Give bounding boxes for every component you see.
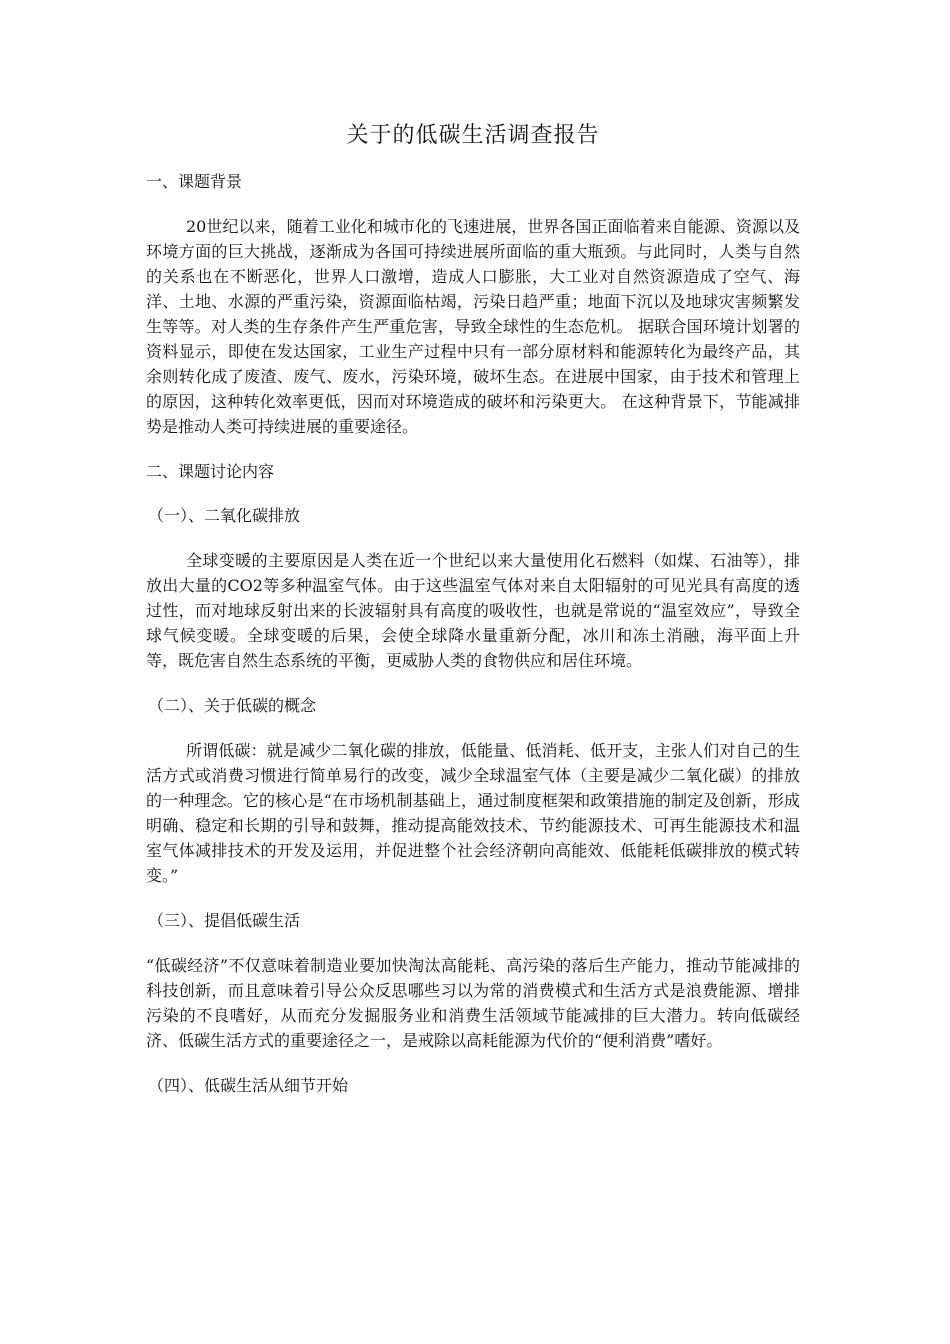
subsection-heading-low-carbon-concept: （二）、关于低碳的概念 [148, 696, 317, 715]
paragraph-advocate-low-carbon: “低碳经济”不仅意味着制造业要加快淘汰高能耗、高污染的落后生产能力，推动节能减排的科技创新，而且意味着引导公众反思哪些习以为常的消费模式和生活方式是浪费能源、增排污染的不良嗜好，从而充分发掘服务业和消费生活领域节能减排的巨大潜力。转向低碳经济、低碳生活方式的重要途径之一，是戒除以高耗能源为代价的“便利消费”嗜好。 [146, 956, 800, 1050]
subsection-heading-details: （四）、低碳生活从细节开始 [148, 1076, 349, 1095]
section-heading-background: 一、课题背景 [146, 172, 243, 191]
paragraph-co2: 全球变暖的主要原因是人类在近一个世纪以来大量使用化石燃料（如煤、石油等），排放出大量的CO2等多种温室气体。由于这些温室气体对来自太阳辐射的可见光具有高度的透过性，而对地球反射出来的长波辐射具有高度的吸收性，也就是常说的“温室效应”，导致全球气候变暖。全球变暖的后果，会使全球降水量重新分配，冰川和冻土消融，海平面上升等，既危害自然生态系统的平衡，更威胁人类的食物供应和居住环境。 [146, 551, 800, 670]
paragraph-background: 20世纪以来，随着工业化和城市化的飞速进展，世界各国正面临着来自能源、资源以及环境方面的巨大挑战，逐渐成为各国可持续进展所面临的重大瓶颈。与此同时，人类与自然的关系也在不断恶化，世界人口激增，造成人口膨胀，大工业对自然资源造成了空气、海洋、土地、水源的严重污染，资源面临枯竭，污染日趋严重；地面下沉以及地球灾害频繁发生等等。对人类的生存条件产生严重危害，导致全球性的生态危机。 据联合国环境计划署的资料显示，即使在发达国家，工业生产过程中只有一部分原材料和能源转化为最终产品，其余则转化成了废渣、废气、废水，污染环境，破坏生态。在进展中国家，由于技术和管理上的原因，这种转化效率更低，因而对环境造成的破坏和污染更大。 在这种背景下，节能减排势是推动人类可持续进展的重要途径。 [146, 217, 800, 436]
subsection-heading-advocate-low-carbon: （三）、提倡低碳生活 [148, 911, 301, 930]
document-title: 关于的低碳生活调查报告 [346, 123, 600, 148]
subsection-heading-co2: （一）、二氧化碳排放 [148, 506, 301, 525]
section-heading-research-content: 二、课题讨论内容 [146, 462, 275, 481]
paragraph-low-carbon-concept: 所谓低碳：就是减少二氧化碳的排放，低能量、低消耗、低开支，主张人们对自己的生活方式或消费习惯进行简单易行的改变，减少全球温室气体（主要是减少二氧化碳）的排放的一种理念。它的核心是“在市场机制基础上，通过制度框架和政策措施的制定及创新，形成明确、稳定和长期的引导和鼓舞，推动提高能效技术、节约能源技术、可再生能源技术和温室气体减排技术的开发及运用，并促进整个社会经济朝向高能效、低能耗低碳排放的模式转变。” [146, 741, 800, 885]
